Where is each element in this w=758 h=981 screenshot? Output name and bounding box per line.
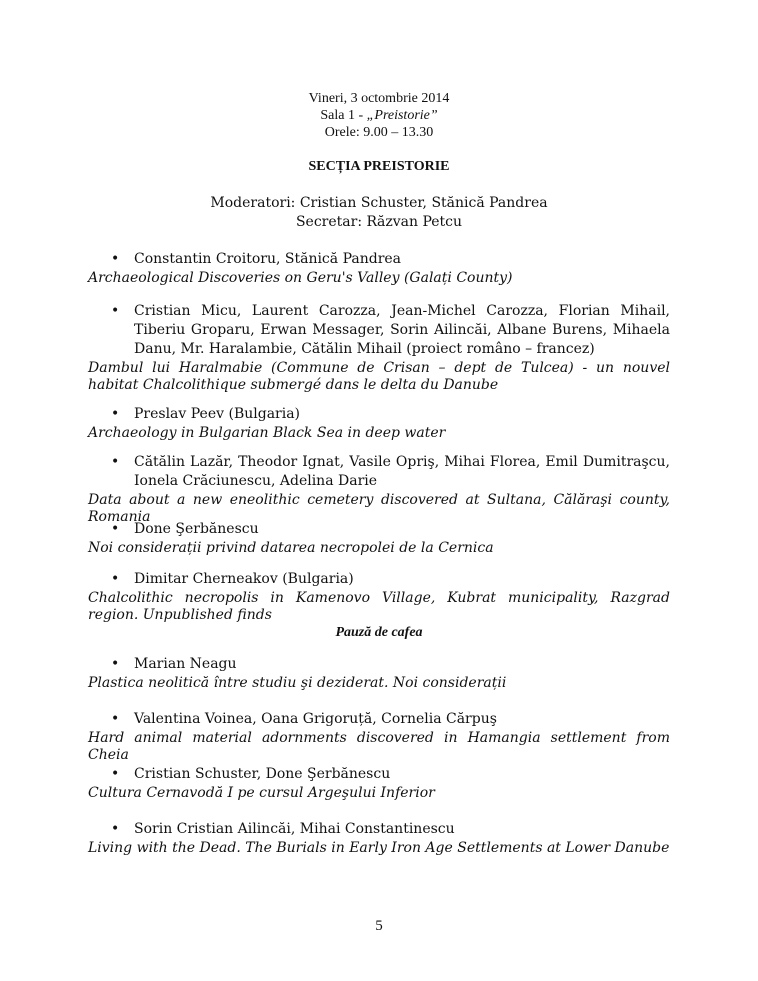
entry-authors	[88, 520, 670, 539]
authors-text: Cristian Schuster, Done Şerbănescu	[134, 766, 391, 782]
authors-text: Sorin Cristian Ailincăi, Mihai Constantinescu	[134, 821, 455, 837]
list-item	[88, 710, 670, 764]
list-item	[88, 765, 670, 802]
session-hours: Orele: 9.00 – 13.30	[324, 125, 434, 140]
session-room	[0, 107, 758, 124]
bullet-icon: •	[111, 454, 120, 470]
bullet-icon: •	[111, 303, 120, 319]
entry-title: Data about a new eneolithic cemetery discovered at Sultana, Călăraşi county, Romania	[88, 492, 670, 525]
list-item	[88, 453, 670, 526]
bullet-icon: •	[111, 406, 120, 422]
entry-title: Archaeological Discoveries on Geru's Valley (Galați County)	[88, 270, 513, 286]
entry-authors	[88, 820, 670, 839]
entry-authors	[88, 765, 670, 784]
entry-title: Archaeology in Bulgarian Black Sea in deep water	[88, 425, 446, 441]
authors-text: Dimitar Cherneakov (Bulgaria)	[134, 571, 354, 587]
entry-authors	[88, 655, 670, 674]
authors-text: Valentina Voinea, Oana Grigoruță, Cornelia Cărpuş	[134, 711, 497, 727]
authors-text: Cătălin Lazăr, Theodor Ignat, Vasile Opriş, Mihai Florea, Emil Dumitraşcu, Ionela Crăciunescu, Adelina Darie	[134, 454, 670, 489]
entry-title: Plastica neolitică între studiu şi deziderat. Noi considerații	[88, 675, 507, 691]
list-item	[88, 820, 670, 857]
bullet-icon: •	[111, 711, 120, 727]
moderators: Moderatori: Cristian Schuster, Stănică Pandrea	[210, 195, 548, 211]
coffee-break: Pauză de cafea	[335, 625, 423, 640]
authors-text: Marian Neagu	[134, 656, 237, 672]
authors-text: Cristian Micu, Laurent Carozza, Jean-Michel Carozza, Florian Mihail, Tiberiu Groparu, Erwan Messager, Sorin Ailincăi, Albane Burens, Mihaela Danu, Mr. Haralambie, Cătălin Mihail (proiect româno – francez)	[134, 303, 670, 357]
bullet-icon: •	[111, 251, 120, 267]
page-number: 5	[375, 918, 383, 934]
bullet-icon: •	[111, 766, 120, 782]
secretary: Secretar: Răzvan Petcu	[295, 214, 463, 230]
room-prefix: Sala 1 -	[320, 108, 367, 123]
list-item	[88, 250, 670, 287]
bullet-icon: •	[111, 521, 120, 537]
room-name: „Preistorie”	[366, 108, 438, 123]
entry-authors	[88, 453, 670, 491]
entry-title: Chalcolithic necropolis in Kamenovo Village, Kubrat municipality, Razgrad region. Unpublished finds	[88, 590, 670, 623]
authors-text: Constantin Croitoru, Stănică Pandrea	[134, 251, 402, 267]
bullet-icon: •	[111, 571, 120, 587]
entry-title: Cultura Cernavodă I pe cursul Argeşului Inferior	[88, 785, 435, 801]
bullet-icon: •	[111, 821, 120, 837]
list-item	[88, 520, 670, 557]
list-item	[88, 655, 670, 692]
entry-title: Living with the Dead. The Burials in Early Iron Age Settlements at Lower Danube	[88, 840, 670, 856]
entry-authors	[88, 710, 670, 729]
list-item	[88, 405, 670, 442]
entry-title: Dambul lui Haralmabie (Commune de Crisan – dept de Tulcea) - un nouvel habitat Chalcolithique submergé dans le delta du Danube	[88, 360, 670, 393]
entry-authors	[88, 250, 670, 269]
section-title: SECȚIA PREISTORIE	[308, 159, 450, 174]
authors-text: Done Şerbănescu	[134, 521, 259, 537]
entry-authors	[88, 302, 670, 359]
entry-authors	[88, 570, 670, 589]
authors-text: Preslav Peev (Bulgaria)	[134, 406, 301, 422]
bullet-icon: •	[111, 656, 120, 672]
session-date: Vineri, 3 octombrie 2014	[308, 91, 450, 106]
entry-title: Noi considerații privind datarea necropolei de la Cernica	[88, 540, 494, 556]
list-item	[88, 570, 670, 624]
entry-title: Hard animal material adornments discovered in Hamangia settlement from Cheia	[88, 730, 670, 763]
session-header	[0, 90, 758, 141]
entry-authors	[88, 405, 670, 424]
list-item	[88, 302, 670, 394]
session-officials	[0, 194, 758, 232]
